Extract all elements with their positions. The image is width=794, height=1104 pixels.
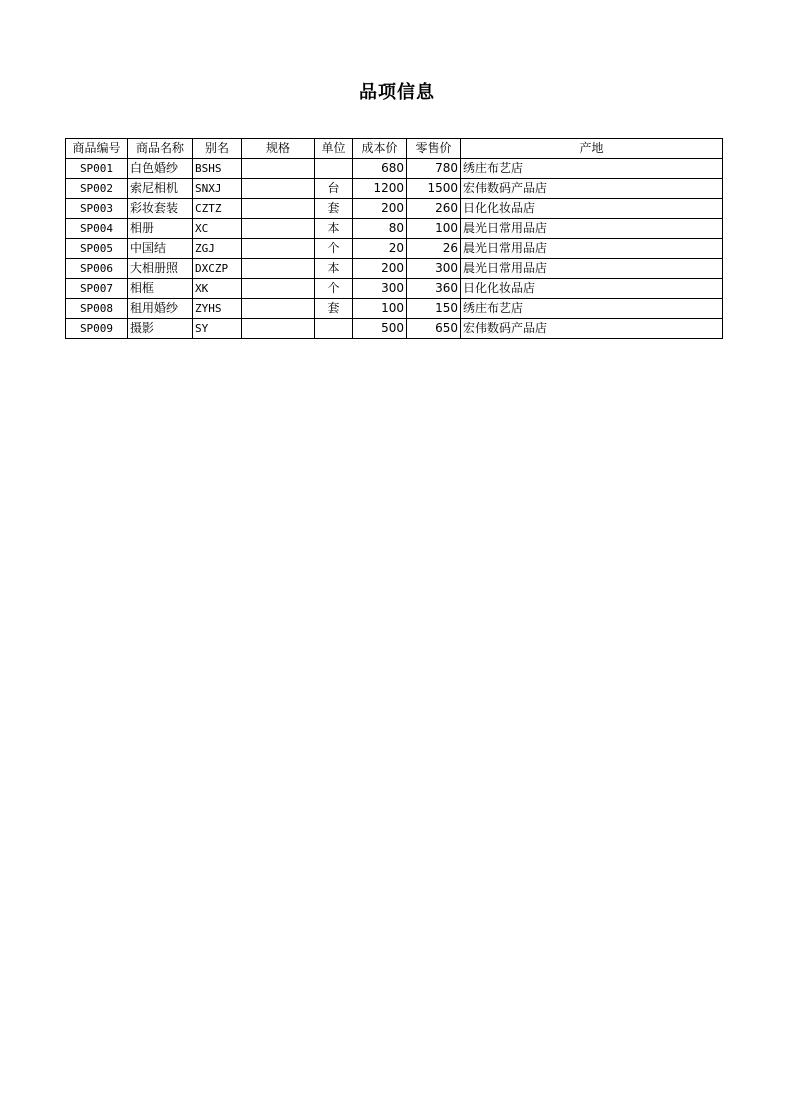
cell-unit: 本 bbox=[315, 219, 353, 239]
cell-origin: 宏伟数码产品店 bbox=[461, 179, 723, 199]
cell-origin: 绣庄布艺店 bbox=[461, 299, 723, 319]
table-row bbox=[66, 319, 723, 339]
header-cost-price: 成本价 bbox=[353, 139, 407, 159]
table-row bbox=[66, 179, 723, 199]
cell-unit: 套 bbox=[315, 299, 353, 319]
cell-cost-price: 200 bbox=[353, 199, 407, 219]
cell-unit: 个 bbox=[315, 239, 353, 259]
cell-unit bbox=[315, 319, 353, 339]
cell-spec bbox=[242, 319, 315, 339]
cell-code: SP001 bbox=[66, 159, 128, 179]
table-row bbox=[66, 259, 723, 279]
cell-cost-price: 500 bbox=[353, 319, 407, 339]
cell-retail-price: 150 bbox=[407, 299, 461, 319]
cell-cost-price: 1200 bbox=[353, 179, 407, 199]
page-title: 品项信息 bbox=[359, 82, 435, 103]
cell-spec bbox=[242, 279, 315, 299]
header-retail-price: 零售价 bbox=[407, 139, 461, 159]
cell-code: SP004 bbox=[66, 219, 128, 239]
cell-origin: 晨光日常用品店 bbox=[461, 239, 723, 259]
cell-code: SP008 bbox=[66, 299, 128, 319]
cell-name: 摄影 bbox=[128, 319, 193, 339]
cell-spec bbox=[242, 259, 315, 279]
cell-name: 白色婚纱 bbox=[128, 159, 193, 179]
cell-retail-price: 300 bbox=[407, 259, 461, 279]
cell-origin: 晨光日常用品店 bbox=[461, 259, 723, 279]
table-row bbox=[66, 239, 723, 259]
cell-name: 相册 bbox=[128, 219, 193, 239]
cell-alias: XK bbox=[193, 279, 242, 299]
cell-spec bbox=[242, 219, 315, 239]
cell-spec bbox=[242, 239, 315, 259]
cell-code: SP007 bbox=[66, 279, 128, 299]
cell-alias: SY bbox=[193, 319, 242, 339]
cell-origin: 日化化妆品店 bbox=[461, 199, 723, 219]
cell-unit: 台 bbox=[315, 179, 353, 199]
header-row bbox=[66, 139, 723, 159]
cell-cost-price: 100 bbox=[353, 299, 407, 319]
header-alias: 别名 bbox=[193, 139, 242, 159]
table-row bbox=[66, 159, 723, 179]
cell-spec bbox=[242, 179, 315, 199]
cell-cost-price: 80 bbox=[353, 219, 407, 239]
table-row bbox=[66, 299, 723, 319]
cell-code: SP003 bbox=[66, 199, 128, 219]
cell-alias: ZGJ bbox=[193, 239, 242, 259]
cell-unit: 本 bbox=[315, 259, 353, 279]
cell-alias: XC bbox=[193, 219, 242, 239]
cell-retail-price: 780 bbox=[407, 159, 461, 179]
cell-cost-price: 20 bbox=[353, 239, 407, 259]
cell-unit: 个 bbox=[315, 279, 353, 299]
cell-code: SP006 bbox=[66, 259, 128, 279]
cell-retail-price: 1500 bbox=[407, 179, 461, 199]
cell-spec bbox=[242, 299, 315, 319]
cell-alias: BSHS bbox=[193, 159, 242, 179]
cell-name: 大相册照 bbox=[128, 259, 193, 279]
cell-name: 中国结 bbox=[128, 239, 193, 259]
cell-alias: SNXJ bbox=[193, 179, 242, 199]
cell-unit bbox=[315, 159, 353, 179]
cell-unit: 套 bbox=[315, 199, 353, 219]
cell-cost-price: 300 bbox=[353, 279, 407, 299]
cell-retail-price: 26 bbox=[407, 239, 461, 259]
cell-retail-price: 100 bbox=[407, 219, 461, 239]
cell-spec bbox=[242, 159, 315, 179]
cell-name: 彩妆套装 bbox=[128, 199, 193, 219]
table-row bbox=[66, 279, 723, 299]
cell-alias: DXCZP bbox=[193, 259, 242, 279]
cell-name: 相框 bbox=[128, 279, 193, 299]
cell-code: SP005 bbox=[66, 239, 128, 259]
cell-origin: 宏伟数码产品店 bbox=[461, 319, 723, 339]
cell-code: SP002 bbox=[66, 179, 128, 199]
cell-cost-price: 680 bbox=[353, 159, 407, 179]
cell-alias: ZYHS bbox=[193, 299, 242, 319]
cell-retail-price: 650 bbox=[407, 319, 461, 339]
cell-name: 索尼相机 bbox=[128, 179, 193, 199]
header-unit: 单位 bbox=[315, 139, 353, 159]
cell-retail-price: 360 bbox=[407, 279, 461, 299]
item-info-table bbox=[65, 138, 723, 339]
header-name: 商品名称 bbox=[128, 139, 193, 159]
cell-name: 租用婚纱 bbox=[128, 299, 193, 319]
cell-code: SP009 bbox=[66, 319, 128, 339]
table-row bbox=[66, 219, 723, 239]
header-code: 商品编号 bbox=[66, 139, 128, 159]
cell-retail-price: 260 bbox=[407, 199, 461, 219]
cell-origin: 绣庄布艺店 bbox=[461, 159, 723, 179]
cell-origin: 晨光日常用品店 bbox=[461, 219, 723, 239]
header-spec: 规格 bbox=[242, 139, 315, 159]
header-origin: 产地 bbox=[461, 139, 723, 159]
cell-alias: CZTZ bbox=[193, 199, 242, 219]
table-row bbox=[66, 199, 723, 219]
cell-spec bbox=[242, 199, 315, 219]
cell-cost-price: 200 bbox=[353, 259, 407, 279]
cell-origin: 日化化妆品店 bbox=[461, 279, 723, 299]
